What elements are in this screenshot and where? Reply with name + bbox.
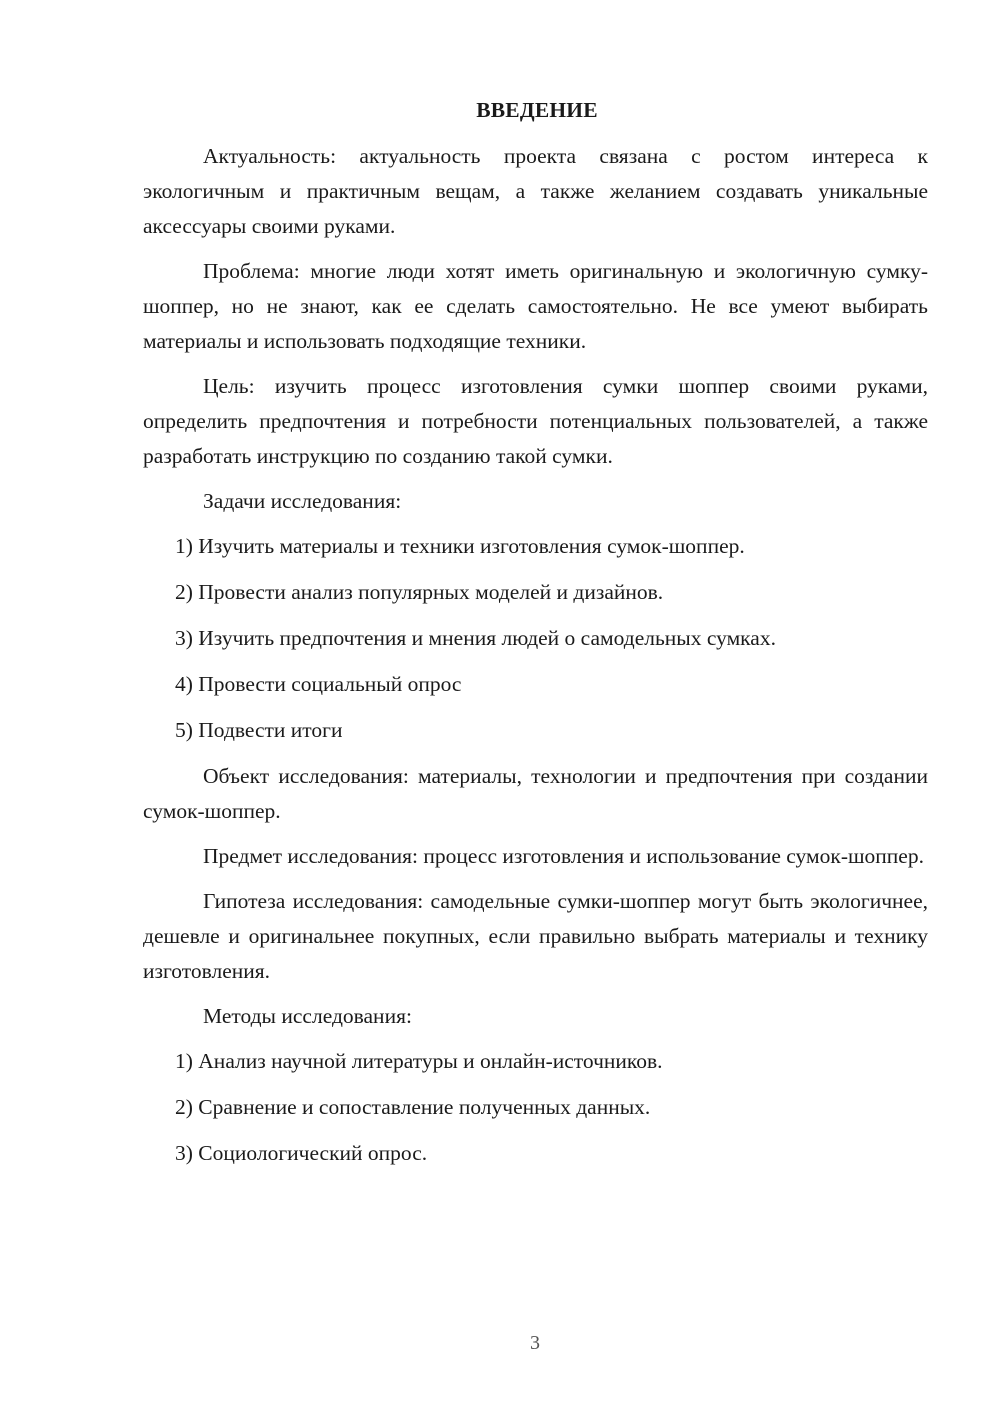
list-item: 3) Изучить предпочтения и мнения людей о самодельных сумках. [175,626,776,650]
list-item: 2) Провести анализ популярных моделей и дизайнов. [175,580,664,604]
tasks-label: Задачи исследования: [203,489,402,513]
object-paragraph: Объект исследования: материалы, технологии и предпочтения при создании сумок-шоппер. [143,764,928,823]
document-page [143,90,928,1182]
tasks-list [143,529,928,748]
list-item: 1) Анализ научной литературы и онлайн-источников. [175,1049,663,1073]
list-item: 3) Социологический опрос. [175,1141,428,1165]
relevance-paragraph: Актуальность: актуальность проекта связана с ростом интереса к экологичным и практичным вещам, а также желанием создавать уникальные аксессуары своими руками. [143,144,928,238]
page-number: 3 [530,1332,540,1354]
methods-label: Методы исследования: [203,1004,412,1028]
hypothesis-paragraph: Гипотеза исследования: самодельные сумки-шоппер могут быть экологичнее, дешевле и оригинальнее покупных, если правильно выбрать материалы и технику изготовления. [143,889,928,983]
methods-list [143,1044,928,1171]
problem-paragraph: Проблема: многие люди хотят иметь оригинальную и экологичную сумку-шоппер, но не знают, как ее сделать самостоятельно. Не все умеют выбирать материалы и использовать подходящие техники. [143,259,928,353]
list-item: 2) Сравнение и сопоставление полученных данных. [175,1095,651,1119]
list-item: 4) Провести социальный опрос [175,672,462,696]
list-item: 1) Изучить материалы и техники изготовления сумок-шоппер. [175,534,745,558]
section-heading: ВВЕДЕНИЕ [476,98,598,122]
subject-paragraph: Предмет исследования: процесс изготовления и использование сумок-шоппер. [203,844,924,868]
goal-paragraph: Цель: изучить процесс изготовления сумки шоппер своими руками, определить предпочтения и потребности потенциальных пользователей, а также разработать инструкцию по созданию такой сумки. [143,374,928,468]
list-item: 5) Подвести итоги [175,718,343,742]
